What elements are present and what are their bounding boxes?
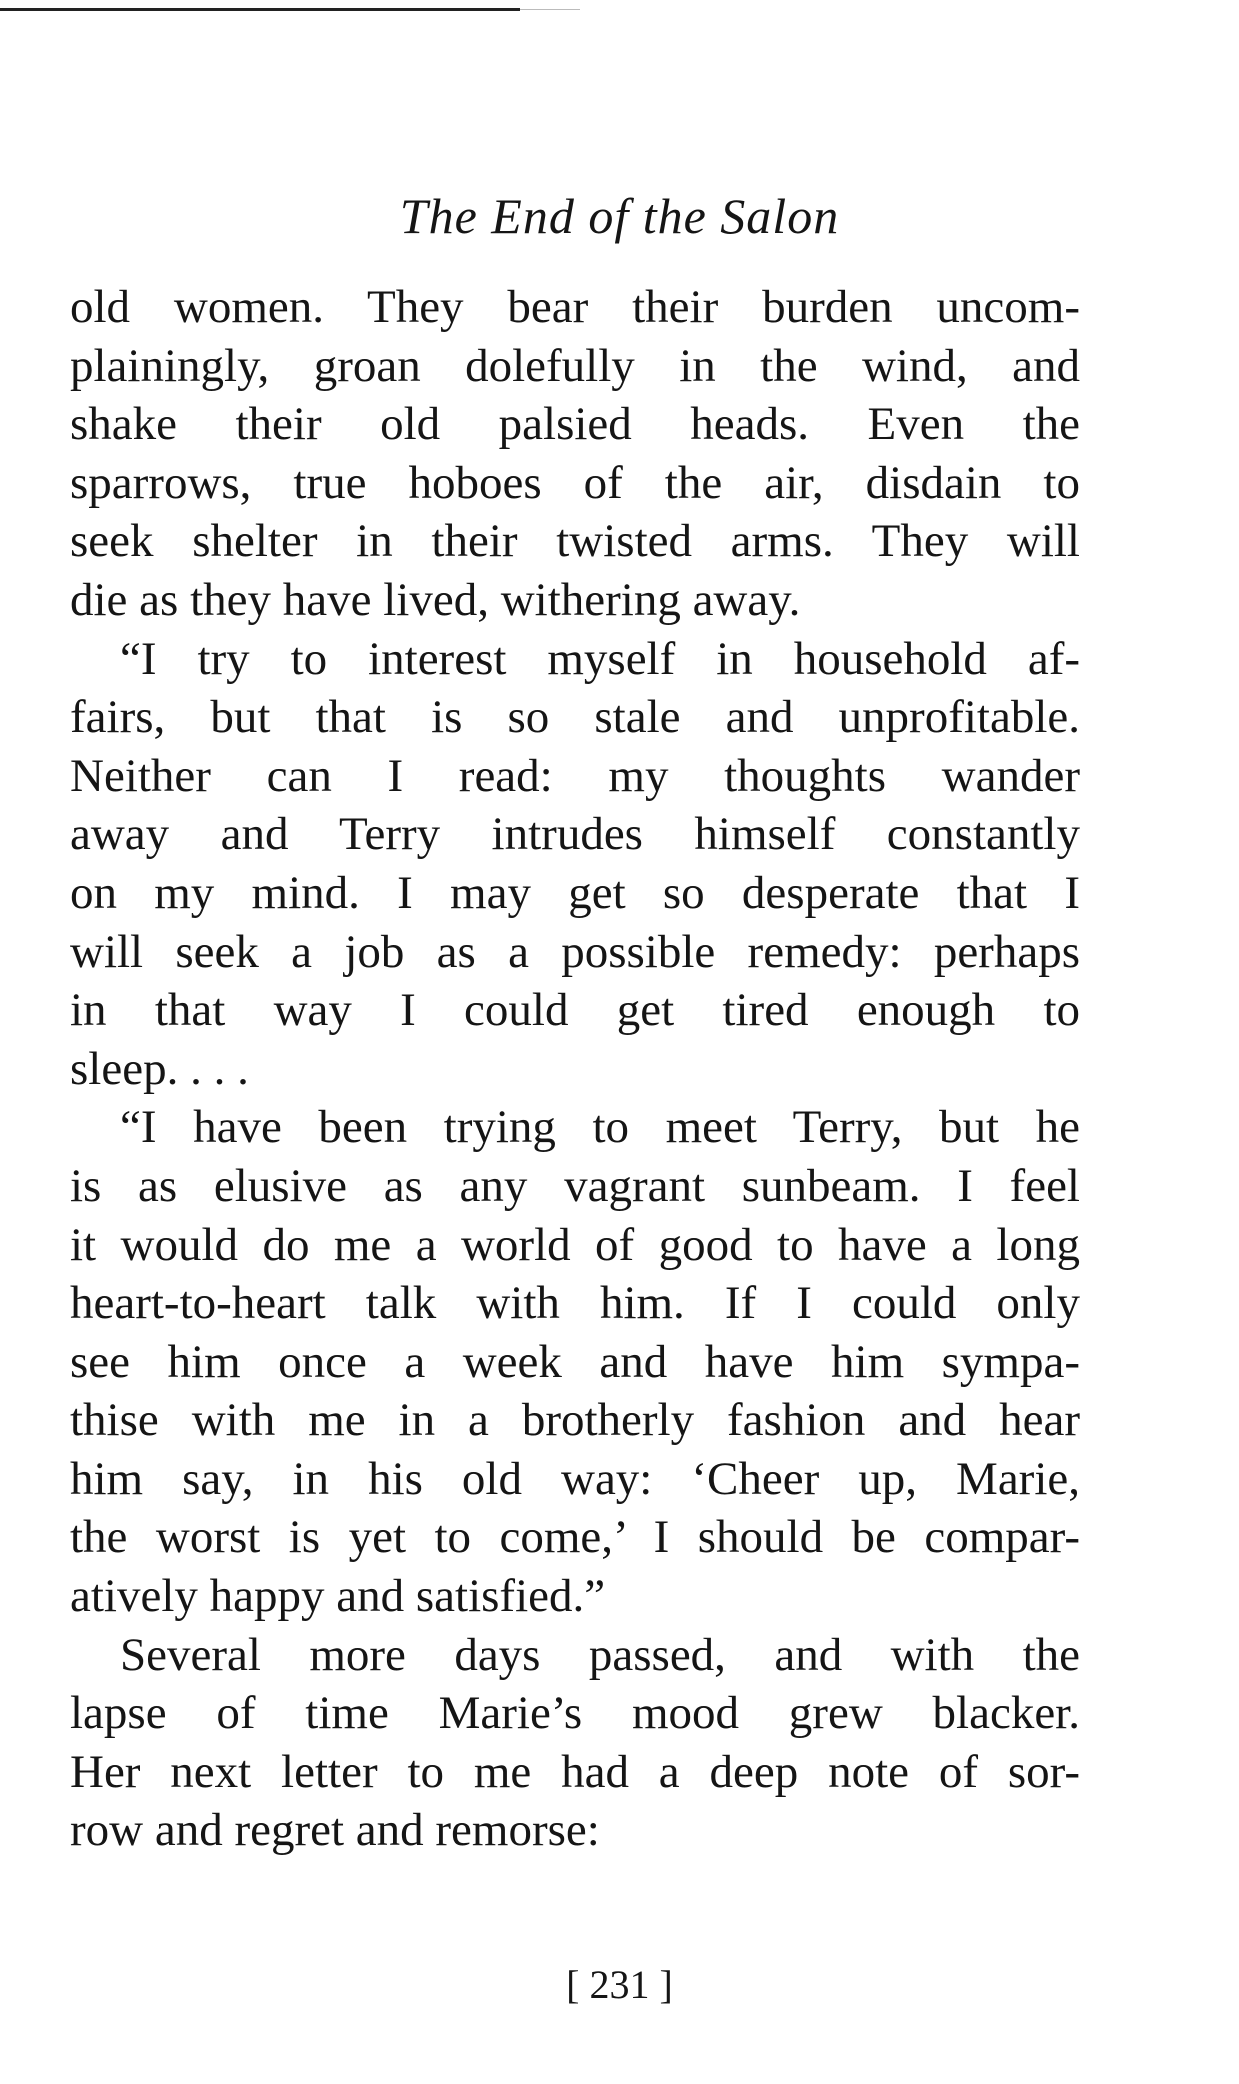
text-line: plainingly, groan dolefully in the wind, and	[70, 339, 1080, 392]
text-line: seek shelter in their twisted arms. They will	[70, 515, 1080, 568]
text-line: him say, in his old way: ‘Cheer up, Marie,	[70, 1452, 1080, 1505]
text-line: old women. They bear their burden uncom-	[70, 281, 1080, 333]
text-line: Several more days passed, and with the	[120, 1628, 1080, 1681]
body-text	[70, 278, 1080, 1860]
text-line: shake their old palsied heads. Even the	[70, 398, 1080, 451]
text-line: sparrows, true hoboes of the air, disdain to	[70, 456, 1080, 509]
text-line: “I have been trying to meet Terry, but he	[120, 1101, 1080, 1154]
text-line: Her next letter to me had a deep note of sor-	[70, 1745, 1080, 1798]
text-line: the worst is yet to come,’ I should be compar-	[70, 1511, 1080, 1564]
top-rule	[0, 8, 520, 11]
top-rule-faint	[520, 9, 580, 10]
text-line: heart-to-heart talk with him. If I could only	[70, 1277, 1080, 1330]
text-line: away and Terry intrudes himself constantly	[70, 808, 1080, 861]
text-line: die as they have lived, withering away.	[70, 573, 801, 626]
text-line: on my mind. I may get so desperate that I	[70, 866, 1080, 919]
text-line: lapse of time Marie’s mood grew blacker.	[70, 1687, 1080, 1740]
text-line: thise with me in a brotherly fashion and hear	[70, 1394, 1080, 1447]
text-line: Neither can I read: my thoughts wander	[70, 749, 1080, 802]
text-line: sleep. . . .	[70, 1042, 249, 1095]
page-number: [ 231 ]	[566, 1962, 673, 2007]
running-head: The End of the Salon	[399, 188, 840, 244]
text-line: atively happy and satisfied.”	[70, 1570, 606, 1623]
text-line: is as elusive as any vagrant sunbeam. I feel	[70, 1159, 1080, 1212]
text-line: fairs, but that is so stale and unprofitable.	[70, 691, 1080, 744]
text-line: “I try to interest myself in household af-	[120, 632, 1080, 685]
text-line: row and regret and remorse:	[70, 1804, 600, 1857]
text-line: will seek a job as a possible remedy: perhaps	[70, 925, 1080, 978]
text-line: see him once a week and have him sympa-	[70, 1335, 1080, 1388]
text-line: it would do me a world of good to have a long	[70, 1218, 1080, 1271]
text-line: in that way I could get tired enough to	[70, 984, 1080, 1037]
